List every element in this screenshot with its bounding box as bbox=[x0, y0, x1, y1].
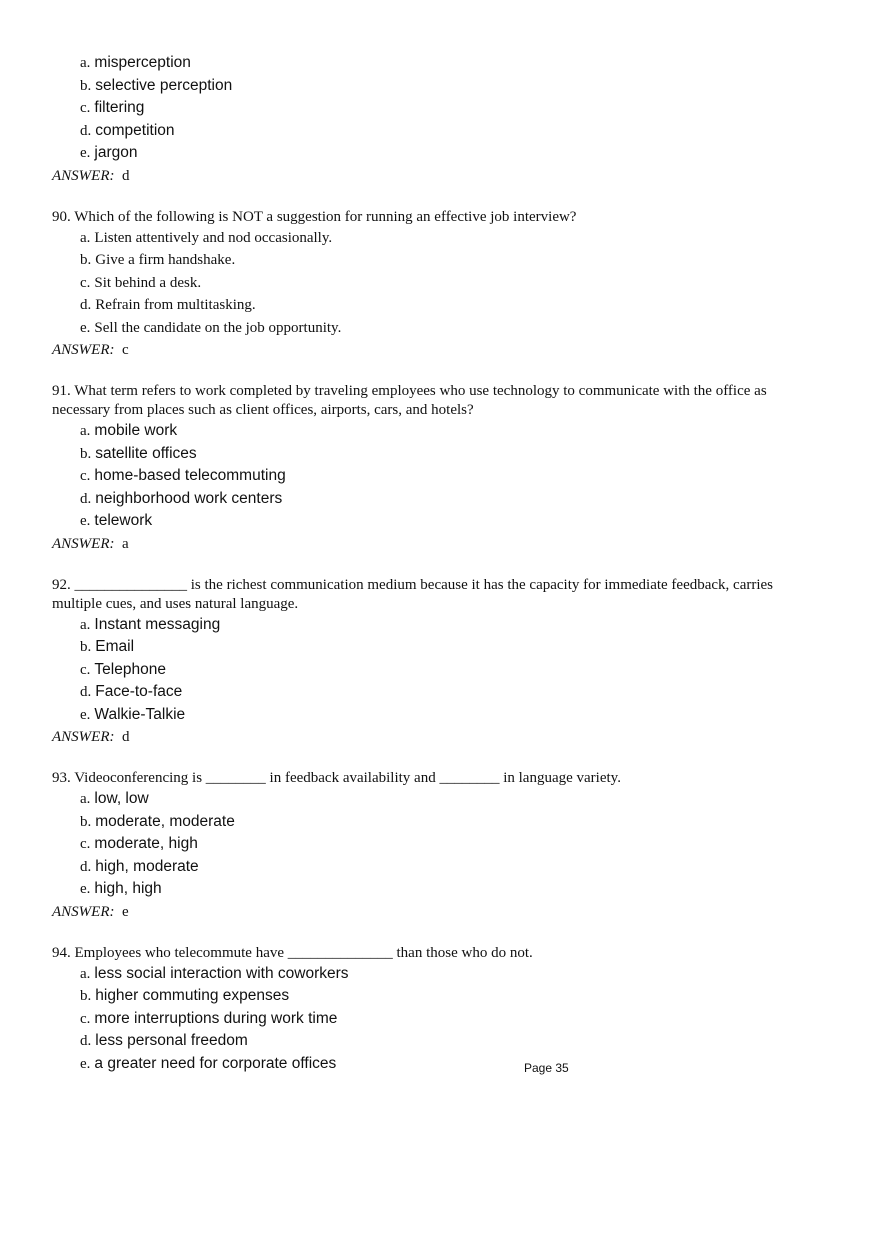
q91-option-b: b. satellite offices bbox=[80, 444, 197, 462]
q94-option-d: d. less personal freedom bbox=[80, 1032, 248, 1049]
q92-option-a: a. Instant messaging bbox=[80, 615, 221, 633]
q93-question: 93. Videoconferencing is ________ in feedback availability and ________ in language variety. bbox=[52, 770, 621, 786]
q93-option-d: d. high, moderate bbox=[80, 857, 199, 875]
q90-question: 90. Which of the following is NOT a suggestion for running an effective job interview? bbox=[52, 208, 577, 225]
q90-option-e: e. Sell the candidate on the job opportunity. bbox=[80, 319, 342, 336]
q94-option-a: a. less social interaction with coworkers bbox=[80, 964, 349, 982]
q91-option-e: e. telework bbox=[80, 512, 153, 529]
q93-option-a: a. low, low bbox=[80, 790, 149, 807]
q93-option-b: b. moderate, moderate bbox=[80, 812, 235, 830]
q89-option-c: c. filtering bbox=[80, 99, 145, 116]
q90-option-c: c. Sit behind a desk. bbox=[80, 274, 202, 291]
q89-answer: ANSWER: d bbox=[52, 167, 130, 184]
q92-option-e: e. Walkie-Talkie bbox=[80, 705, 186, 723]
q91-question: 91. What term refers to work completed by traveling employees who use technology to communicate with the office as necessary from places such as client offices, airports, cars, and hotels? bbox=[52, 383, 767, 418]
q89-option-b: b. selective perception bbox=[80, 76, 233, 94]
q90-answer: ANSWER: c bbox=[52, 342, 129, 358]
q94-option-b: b. higher commuting expenses bbox=[80, 987, 290, 1004]
q90-option-a: a. Listen attentively and nod occasionally. bbox=[80, 229, 333, 246]
q92-answer: ANSWER: d bbox=[52, 729, 130, 745]
q90-option-d: d. Refrain from multitasking. bbox=[80, 297, 256, 313]
q93-answer: ANSWER: e bbox=[52, 903, 129, 920]
q89-options bbox=[80, 52, 880, 165]
q93-option-e: e. high, high bbox=[80, 880, 162, 897]
q89-option-e: e. jargon bbox=[80, 144, 138, 161]
q90-options bbox=[80, 227, 880, 340]
q93-options bbox=[80, 788, 880, 901]
q89-option-d: d. competition bbox=[80, 121, 175, 139]
q90-option-b: b. Give a firm handshake. bbox=[80, 252, 236, 268]
q91-options bbox=[80, 420, 880, 533]
q91-option-d: d. neighborhood work centers bbox=[80, 489, 283, 507]
page-number: Page 35 bbox=[524, 1061, 569, 1075]
q92-option-b: b. Email bbox=[80, 638, 135, 655]
q94-question: 94. Employees who telecommute have ______________ than those who do not. bbox=[52, 944, 533, 961]
q91-option-a: a. mobile work bbox=[80, 422, 178, 439]
q92-option-d: d. Face-to-face bbox=[80, 683, 183, 700]
q92-option-c: c. Telephone bbox=[80, 660, 166, 678]
q92-question: 92. _______________ is the richest communication medium because it has the capacity for immediate feedback, carries multiple cues, and uses natural language. bbox=[52, 576, 774, 612]
q89-option-a: a. misperception bbox=[80, 54, 191, 71]
q92-options bbox=[80, 614, 880, 727]
q91-option-c: c. home-based telecommuting bbox=[80, 467, 286, 484]
q94-option-c: c. more interruptions during work time bbox=[80, 1009, 338, 1027]
q94-options bbox=[80, 963, 880, 1076]
q93-option-c: c. moderate, high bbox=[80, 835, 198, 852]
q94-option-e: e. a greater need for corporate offices bbox=[80, 1054, 337, 1072]
q91-answer: ANSWER: a bbox=[52, 535, 129, 552]
